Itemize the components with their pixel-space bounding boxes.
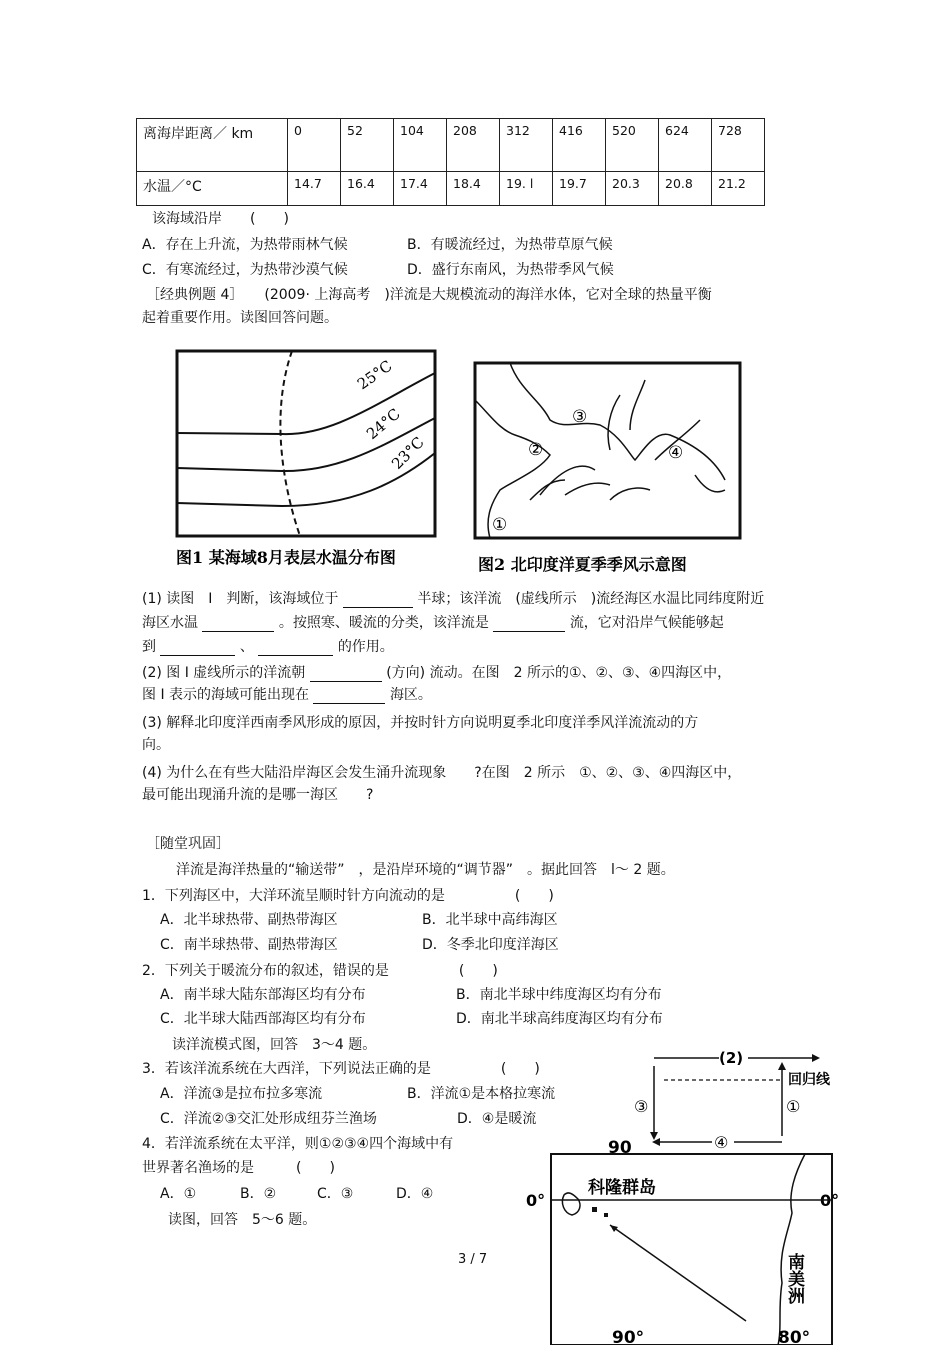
sea-area-3: ③: [572, 407, 588, 427]
mc3-option-c: C．洋流②③交汇处形成纽芬兰渔场: [160, 1111, 377, 1127]
table-cell: 19.7: [553, 172, 606, 206]
asia-coast: [510, 363, 725, 480]
text: (2) 图 I 虚线所示的洋流朝: [142, 665, 306, 681]
option-c: C．有寒流经过，为热带沙漠气候: [142, 262, 348, 278]
mc2-option-b: B．南北半球中纬度海区均有分布: [456, 987, 662, 1003]
table-row-label: 水温／°C: [137, 172, 288, 206]
option-a: A．存在上升流，为热带雨林气候: [142, 237, 348, 253]
continent-label-text: 南美洲: [784, 1253, 804, 1304]
peninsula-coast: [695, 475, 725, 492]
text: 图 I 表示的海域可能出现在: [142, 687, 310, 703]
monsoon-arrow: [530, 480, 565, 500]
mc-question-2: 2．下列关于暖流分布的叙述，错误的是 ( ): [142, 963, 498, 979]
answer-blank[interactable]: [310, 667, 382, 682]
africa-arabia-coast: [475, 400, 550, 538]
example-title: ［经典例题 4］ (2009· 上海高考 )洋流是大规模流动的海洋水体，它对全球的热量平衡: [146, 287, 712, 303]
mc3-option-a: A．洋流③是拉布拉多寒流: [160, 1086, 323, 1102]
mc-question-3: 3．若该洋流系统在大西洋，下列说法正确的是 ( ): [142, 1061, 540, 1077]
table-row-label: 离海岸距离／ km: [137, 119, 288, 172]
question-2-line2: [142, 684, 432, 704]
question-4-line2: 最可能出现涌升流的是哪一海区 ?: [142, 787, 374, 803]
table-cell: 52: [341, 119, 394, 172]
label-4: ④: [714, 1133, 729, 1152]
label-24: 24°C: [363, 404, 404, 444]
arrow-head: [610, 1225, 618, 1232]
table-cell: 416: [553, 119, 606, 172]
mc2-option-d: D．南北半球高纬度海区均有分布: [456, 1011, 663, 1027]
read-instruction-5-6: 读图，回答 5～6 题。: [168, 1212, 317, 1228]
arrow-head: [812, 1054, 820, 1062]
table-cell: 19. l: [500, 172, 553, 206]
mc4-option-a: A．①: [160, 1186, 197, 1202]
read-instruction-3-4: 读洋流模式图，回答 3～4 题。: [172, 1037, 377, 1053]
table-cell: 14.7: [288, 172, 341, 206]
figure-1-isotherm-map: [172, 348, 444, 574]
text: (方向) 流动。在图 2 所示的①、②、③、④四海区中，: [386, 665, 732, 681]
section-heading: ［随堂巩固］: [146, 836, 230, 852]
answer-blank[interactable]: [202, 617, 274, 632]
answer-blank[interactable]: [258, 641, 333, 656]
continent-label: [784, 1252, 805, 1305]
mc3-option-b: B．洋流①是本格拉寒流: [407, 1086, 556, 1102]
sea-area-2: ②: [528, 440, 544, 460]
label-1: ①: [786, 1097, 801, 1116]
text: 到: [142, 639, 156, 655]
text: 、: [239, 639, 254, 655]
island-shape: [562, 1193, 580, 1215]
current-arrow: [610, 1225, 746, 1321]
question-1-line1: [142, 588, 764, 608]
isotherm-25: [177, 373, 435, 434]
text: 。按照寒、暖流的分类，该洋流是: [278, 615, 489, 631]
mc3-option-d: D．④是暖流: [457, 1111, 537, 1127]
question-3-line2: 向。: [142, 737, 170, 753]
monsoon-arrow: [630, 380, 645, 430]
table-cell: 20.8: [659, 172, 712, 206]
lon-label-bottom-left: 90°: [612, 1328, 645, 1345]
question-4-line1: (4) 为什么在有些大陆沿岸海区会发生涌升流现象 ?在图 2 所示 ①、②、③、④四海区中，: [142, 765, 742, 781]
island-dot: [592, 1207, 597, 1212]
figure-1-caption: 图1 某海域8月表层水温分布图: [176, 548, 396, 567]
monsoon-arrow: [540, 466, 595, 495]
sea-area-4: ④: [668, 443, 684, 463]
table-row: [137, 172, 765, 206]
map-frame: [177, 351, 435, 536]
mc4-option-d: D．④: [396, 1186, 434, 1202]
option-d: D．盛行东南风，为热带季风气候: [407, 262, 614, 278]
question-3-line1: (3) 解释北印度洋西南季风形成的原因，并按时针方向说明夏季北印度洋季风洋流流动的方: [142, 715, 699, 731]
mc2-option-c: C．北半球大陆西部海区均有分布: [160, 1011, 366, 1027]
table-cell: 312: [500, 119, 553, 172]
monsoon-arrow: [608, 395, 620, 450]
text: 半球；该洋流 (虚线所示 )流经海区水温比同纬度附近: [417, 591, 765, 607]
lon-label-bottom-right: 80°: [778, 1328, 811, 1345]
tropic-label: 回归线: [788, 1072, 830, 1088]
mc2-option-a: A．南半球大陆东部海区均有分布: [160, 987, 366, 1003]
monsoon-arrow: [610, 488, 650, 500]
table-cell: 20.3: [606, 172, 659, 206]
south-america-coast: [778, 1154, 805, 1345]
mc-question-1: 1．下列海区中，大洋环流呈顺时针方向流动的是 ( ): [142, 888, 554, 904]
lat-label-left: 0°: [526, 1191, 546, 1210]
mc-question-4-line2: 世界著名渔场的是 ( ): [142, 1160, 335, 1176]
example-text: 起着重要作用。读图回答问题。: [142, 310, 338, 326]
question-1-line3: [142, 636, 394, 656]
table-cell: 624: [659, 119, 712, 172]
table-cell: 728: [712, 119, 765, 172]
label-3: ③: [634, 1097, 649, 1116]
answer-blank[interactable]: [160, 641, 235, 656]
table-cell: 21.2: [712, 172, 765, 206]
sea-area-1: ①: [492, 515, 508, 535]
lon-label-top: 90: [608, 1138, 632, 1158]
table-cell: 104: [394, 119, 447, 172]
island-dot: [604, 1213, 608, 1217]
mc1-option-a: A．北半球热带、副热带海区: [160, 912, 338, 928]
table-cell: 208: [447, 119, 500, 172]
answer-blank[interactable]: [343, 593, 413, 608]
lat-label-right: 0°: [820, 1191, 840, 1210]
table-row: [137, 119, 765, 172]
answer-blank[interactable]: [313, 689, 385, 704]
arrow-head: [778, 1062, 786, 1070]
mc-question-4-line1: 4．若洋流系统在太平洋，则①②③④四个海域中有: [142, 1136, 454, 1152]
mc1-option-c: C．南半球热带、副热带海区: [160, 937, 338, 953]
mc1-option-b: B．北半球中高纬海区: [422, 912, 558, 928]
mc4-option-b: B．②: [240, 1186, 277, 1202]
label-23: 23°C: [388, 433, 428, 473]
monsoon-arrow: [565, 483, 610, 495]
table-cell: 18.4: [447, 172, 500, 206]
figure-galapagos-map: [520, 1133, 850, 1345]
option-b: B．有暖流经过，为热带草原气候: [407, 237, 613, 253]
text: 流，它对沿岸气候能够起: [569, 615, 724, 631]
mc4-option-c: C．③: [317, 1186, 354, 1202]
table-cell: 0: [288, 119, 341, 172]
page-number: 3 / 7: [458, 1252, 488, 1267]
section-intro: 洋流是海洋热量的“输送带” ，是沿岸环境的“调节器” 。据此回答 l～ 2 题。: [176, 862, 675, 878]
table-cell: 17.4: [394, 172, 447, 206]
label-25: 25°C: [353, 356, 396, 394]
text: 的作用。: [337, 639, 394, 655]
table-cell: 520: [606, 119, 659, 172]
text: (1) 读图 I 判断，该海域位于: [142, 591, 339, 607]
figure-2-monsoon-map: [470, 360, 750, 578]
table-cell: 16.4: [341, 172, 394, 206]
question-1-line2: [142, 612, 724, 632]
question-stem: 该海域沿岸 ( ): [152, 211, 289, 227]
text: 海区水温: [142, 615, 198, 631]
figure-2-caption: 图2 北印度洋夏季季风示意图: [478, 555, 687, 574]
mc1-option-d: D．冬季北印度洋海区: [422, 937, 559, 953]
label-2: (2): [719, 1049, 744, 1067]
text: 海区。: [389, 687, 432, 703]
question-2-line1: [142, 662, 731, 682]
answer-blank[interactable]: [493, 617, 565, 632]
islands-label: 科隆群岛: [588, 1178, 656, 1198]
ocean-current-dashed: [280, 351, 300, 536]
distance-temperature-table: [136, 118, 765, 206]
